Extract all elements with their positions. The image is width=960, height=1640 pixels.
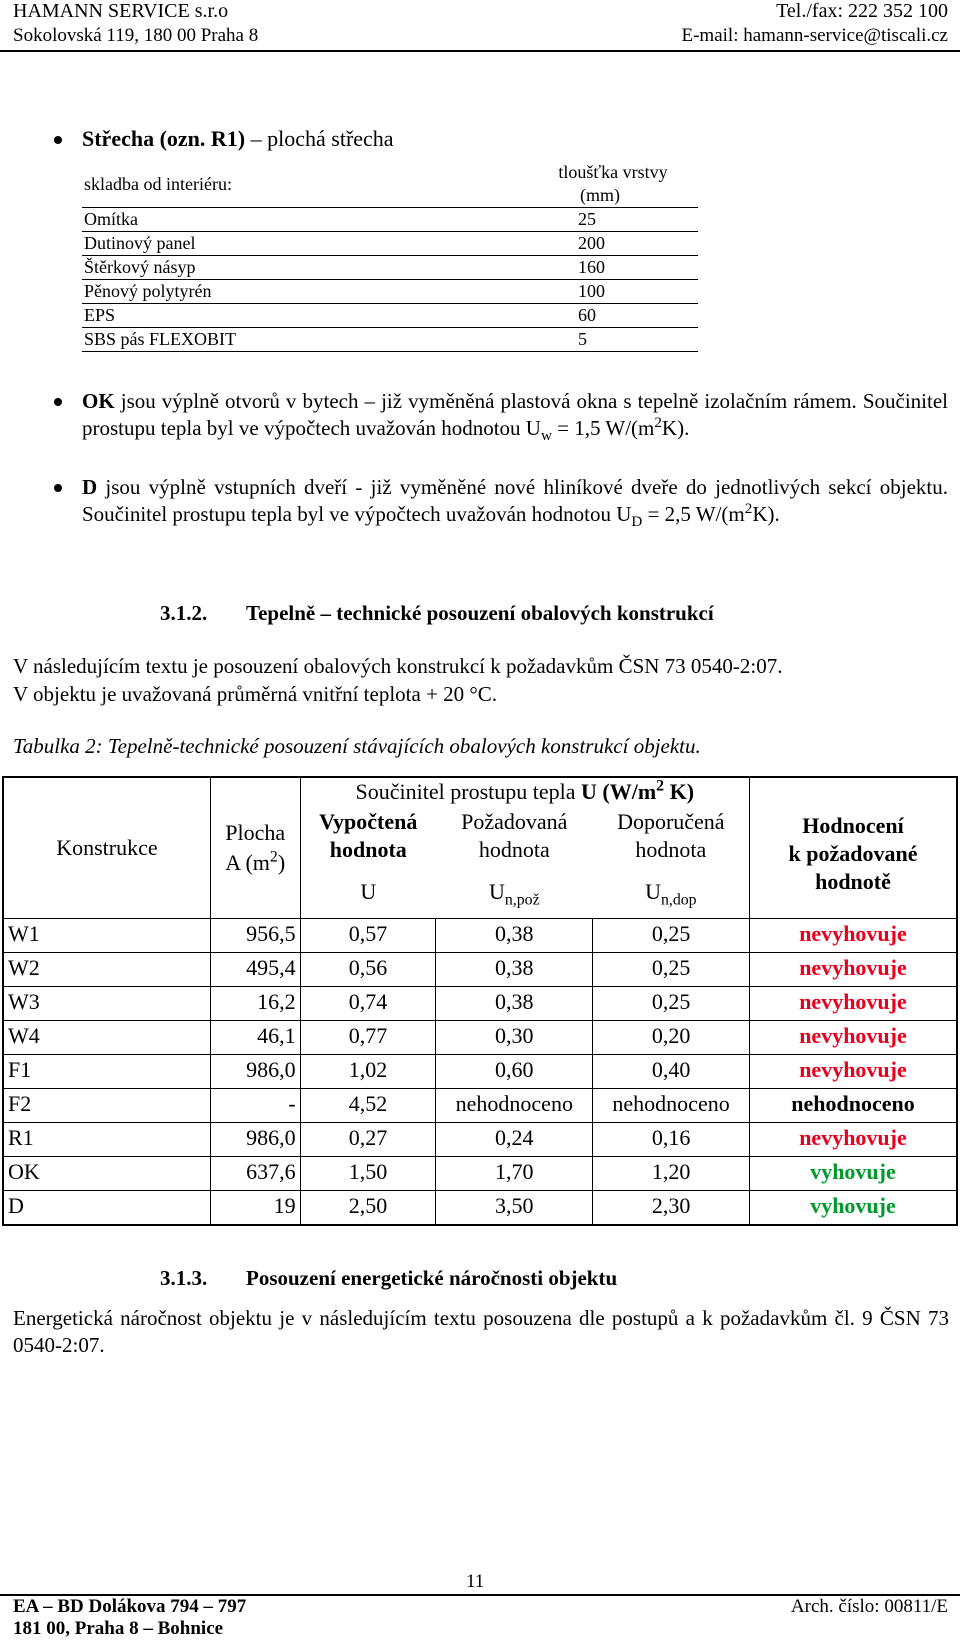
cell-konstrukce: W2 xyxy=(3,953,210,987)
cell-hodnoceni: nevyhovuje xyxy=(749,1123,957,1157)
cell-konstrukce: OK xyxy=(3,1157,210,1191)
d-sup: 2 xyxy=(744,501,753,517)
cell-u: 2,50 xyxy=(300,1191,436,1226)
cell-u-poz: nehodnoceno xyxy=(436,1089,593,1123)
ok-sup: 2 xyxy=(654,415,662,431)
plocha-line1: Plocha xyxy=(225,820,286,845)
cell-u-dop: 0,25 xyxy=(593,953,750,987)
cell-u: 1,50 xyxy=(300,1157,436,1191)
layer-name: EPS xyxy=(82,304,526,328)
th-soucinitel-group xyxy=(300,777,749,808)
cell-u-dop: nehodnoceno xyxy=(593,1089,750,1123)
table-row xyxy=(3,919,957,953)
layer-row xyxy=(82,328,698,352)
th-pozadovana xyxy=(436,808,593,919)
layer-row xyxy=(82,304,698,328)
cell-hodnoceni: vyhovuje xyxy=(749,1191,957,1226)
d-sub: D xyxy=(631,514,643,531)
layer-name: Štěrkový násyp xyxy=(82,256,526,280)
d-text-2: = 2,5 W/(m xyxy=(642,502,745,526)
vyp-line2: hodnota xyxy=(329,837,407,862)
cell-konstrukce: D xyxy=(3,1191,210,1226)
layer-thickness: 60 xyxy=(526,304,698,328)
cell-u-poz: 3,50 xyxy=(436,1191,593,1226)
table-row xyxy=(3,953,957,987)
layer-name: SBS pás FLEXOBIT xyxy=(82,328,526,352)
cell-hodnoceni: nevyhovuje xyxy=(749,1055,957,1089)
cell-plocha: 637,6 xyxy=(210,1157,300,1191)
layer-row xyxy=(82,280,698,304)
group-unit: (W/m xyxy=(596,779,657,804)
layer-thickness: 200 xyxy=(526,232,698,256)
cell-konstrukce: F2 xyxy=(3,1089,210,1123)
header-company xyxy=(13,0,228,23)
bullet-icon xyxy=(54,398,62,406)
hodnoceni-line3: hodnotě xyxy=(815,869,891,894)
hodnoceni-line1: Hodnocení xyxy=(802,813,904,838)
cell-u-dop: 0,40 xyxy=(593,1055,750,1089)
cell-konstrukce: R1 xyxy=(3,1123,210,1157)
roof-title xyxy=(82,125,394,152)
th-hodnoceni xyxy=(749,777,957,919)
cell-u-dop: 1,20 xyxy=(593,1157,750,1191)
section-number-313: 3.1.3. xyxy=(160,1266,208,1290)
cell-hodnoceni: nevyhovuje xyxy=(749,1021,957,1055)
ok-label: OK xyxy=(82,389,115,413)
cell-konstrukce: F1 xyxy=(3,1055,210,1089)
layer-row xyxy=(82,208,698,232)
footer-left-1: EA – BD Dolákova 794 – 797 xyxy=(13,1596,247,1617)
cell-plocha: 46,1 xyxy=(210,1021,300,1055)
thickness-header-line1: tloušťka vrstvy xyxy=(558,162,668,182)
vyp-symbol: U xyxy=(360,879,377,904)
layer-thickness: 25 xyxy=(526,208,698,232)
hodnoceni-line2: k požadované xyxy=(788,841,918,866)
poz-line2: hodnota xyxy=(478,837,550,862)
layer-row xyxy=(82,256,698,280)
d-paragraph xyxy=(82,474,948,531)
plocha-sup: 2 xyxy=(269,848,278,866)
layers-header-composition: skladba od interiéru: xyxy=(82,161,526,208)
cell-plocha: - xyxy=(210,1089,300,1123)
cell-u-poz: 0,38 xyxy=(436,919,593,953)
header-rule xyxy=(0,50,960,52)
cell-u-poz: 1,70 xyxy=(436,1157,593,1191)
cell-u: 0,57 xyxy=(300,919,436,953)
footer-left-2: 181 00, Praha 8 – Bohnice xyxy=(13,1618,224,1639)
cell-u-poz: 0,38 xyxy=(436,953,593,987)
cell-hodnoceni: nevyhovuje xyxy=(749,953,957,987)
ok-text-3: K). xyxy=(661,416,690,440)
cell-konstrukce: W1 xyxy=(3,919,210,953)
section-paragraph-1: V následujícím textu je posouzení obalových konstrukcí k požadavkům ČSN 73 0540-2:07. xyxy=(13,654,783,678)
cell-u-poz: 0,60 xyxy=(436,1055,593,1089)
section-number: 3.1.2. xyxy=(160,601,208,625)
cell-u: 0,56 xyxy=(300,953,436,987)
bullet-icon xyxy=(54,136,62,144)
cell-u: 4,52 xyxy=(300,1089,436,1123)
layer-name: Pěnový polytyrén xyxy=(82,280,526,304)
cell-plocha: 956,5 xyxy=(210,919,300,953)
table-row xyxy=(3,1021,957,1055)
layer-name: Dutinový panel xyxy=(82,232,526,256)
dop-symbol: U xyxy=(645,879,661,904)
cell-u: 1,02 xyxy=(300,1055,436,1089)
cell-u: 0,27 xyxy=(300,1123,436,1157)
header-phone: Tel./fax: 222 352 100 xyxy=(776,0,948,22)
d-label: D xyxy=(82,475,98,499)
company-name: HAMANN SERVICE xyxy=(13,0,190,22)
table-caption: Tabulka 2: Tepelně-technické posouzení stávajících obalových konstrukcí objektu. xyxy=(13,734,701,758)
poz-sub: n,pož xyxy=(504,891,540,909)
cell-plocha: 495,4 xyxy=(210,953,300,987)
roof-title-rest: – plochá střecha xyxy=(245,126,394,151)
section-313-paragraph: Energetická náročnost objektu je v následujícím textu posouzena dle postupů a k požadavkům čl. 9 ČSN 73 0540-2:07. xyxy=(13,1306,949,1357)
cell-hodnoceni: vyhovuje xyxy=(749,1157,957,1191)
plocha-line2 xyxy=(215,848,296,878)
section-paragraph-2: V objektu je uvažovaná průměrná vnitřní teplota + 20 °C. xyxy=(13,682,498,706)
cell-plocha: 16,2 xyxy=(210,987,300,1021)
roof-layers-table xyxy=(82,161,698,352)
cell-u-dop: 2,30 xyxy=(593,1191,750,1226)
dop-line1: Doporučená xyxy=(617,809,725,834)
table-row xyxy=(3,1123,957,1157)
group-unit-close: K) xyxy=(664,779,695,804)
table-row xyxy=(3,987,957,1021)
ok-text: jsou výplně otvorů v bytech – již vyměněná plastová okna s tepelně izolačním rámem. Součinitel prostupu tepla byl ve výpočtech uvažován hodnotou U xyxy=(82,389,948,440)
cell-plocha: 986,0 xyxy=(210,1055,300,1089)
cell-u-dop: 0,20 xyxy=(593,1021,750,1055)
header-email: E-mail: hamann-service@tiscali.cz xyxy=(681,25,948,46)
dop-sub: n,dop xyxy=(660,891,697,909)
d-text-3: K). xyxy=(752,502,780,526)
thermal-assessment-table xyxy=(2,776,958,1226)
cell-plocha: 19 xyxy=(210,1191,300,1226)
cell-u-poz: 0,30 xyxy=(436,1021,593,1055)
cell-konstrukce: W3 xyxy=(3,987,210,1021)
cell-u-poz: 0,24 xyxy=(436,1123,593,1157)
poz-line1: Požadovaná xyxy=(461,809,568,834)
company-suffix: s.r.o xyxy=(194,0,229,22)
layer-row xyxy=(82,232,698,256)
cell-hodnoceni: nevyhovuje xyxy=(749,919,957,953)
layer-thickness: 160 xyxy=(526,256,698,280)
roof-title-bold: Střecha (ozn. R1) xyxy=(82,126,246,151)
table-row xyxy=(3,1157,957,1191)
cell-hodnoceni: nevyhovuje xyxy=(749,987,957,1021)
ok-text-2: = 1,5 W/(m xyxy=(551,416,655,440)
layer-name: Omítka xyxy=(82,208,526,232)
table-row xyxy=(3,1191,957,1226)
th-plocha xyxy=(210,777,300,919)
layer-thickness: 100 xyxy=(526,280,698,304)
table-row xyxy=(3,1055,957,1089)
plocha-close: ) xyxy=(277,850,286,875)
plocha-unit: A (m xyxy=(225,850,270,875)
page-number: 11 xyxy=(466,1571,485,1592)
cell-u-dop: 0,25 xyxy=(593,919,750,953)
layer-thickness: 5 xyxy=(526,328,698,352)
cell-hodnoceni: nehodnoceno xyxy=(749,1089,957,1123)
cell-plocha: 986,0 xyxy=(210,1123,300,1157)
cell-u: 0,74 xyxy=(300,987,436,1021)
poz-symbol: U xyxy=(488,879,505,904)
ok-paragraph xyxy=(82,388,948,445)
section-title: Tepelně – technické posouzení obalových konstrukcí xyxy=(246,601,714,625)
cell-u-poz: 0,38 xyxy=(436,987,593,1021)
bullet-icon xyxy=(54,484,62,492)
table-row xyxy=(3,1089,957,1123)
th-vypoctena xyxy=(300,808,436,919)
cell-u-dop: 0,16 xyxy=(593,1123,750,1157)
layers-header-thickness xyxy=(526,161,698,208)
thickness-header-line2: (mm) xyxy=(580,185,620,205)
th-konstrukce: Konstrukce xyxy=(3,777,210,919)
group-text: Součinitel prostupu tepla xyxy=(355,779,582,804)
group-u: U xyxy=(581,779,597,804)
d-text: jsou výplně vstupních dveří - již vyměněné nové hliníkové dveře do jednotlivých sekcí objektu. Součinitel prostupu tepla byl ve výpočtech uvažován hodnotou U xyxy=(82,475,948,526)
th-doporucena xyxy=(593,808,750,919)
cell-u: 0,77 xyxy=(300,1021,436,1055)
group-sup: 2 xyxy=(656,777,665,795)
dop-line2: hodnota xyxy=(635,837,707,862)
ok-sub: w xyxy=(540,428,552,445)
cell-konstrukce: W4 xyxy=(3,1021,210,1055)
cell-u-dop: 0,25 xyxy=(593,987,750,1021)
section-title-313: Posouzení energetické náročnosti objektu xyxy=(246,1266,618,1290)
header-address: Sokolovská 119, 180 00 Praha 8 xyxy=(13,25,259,46)
vyp-line1: Vypočtená xyxy=(319,809,418,834)
footer-right: Arch. číslo: 00811/E xyxy=(790,1596,948,1617)
